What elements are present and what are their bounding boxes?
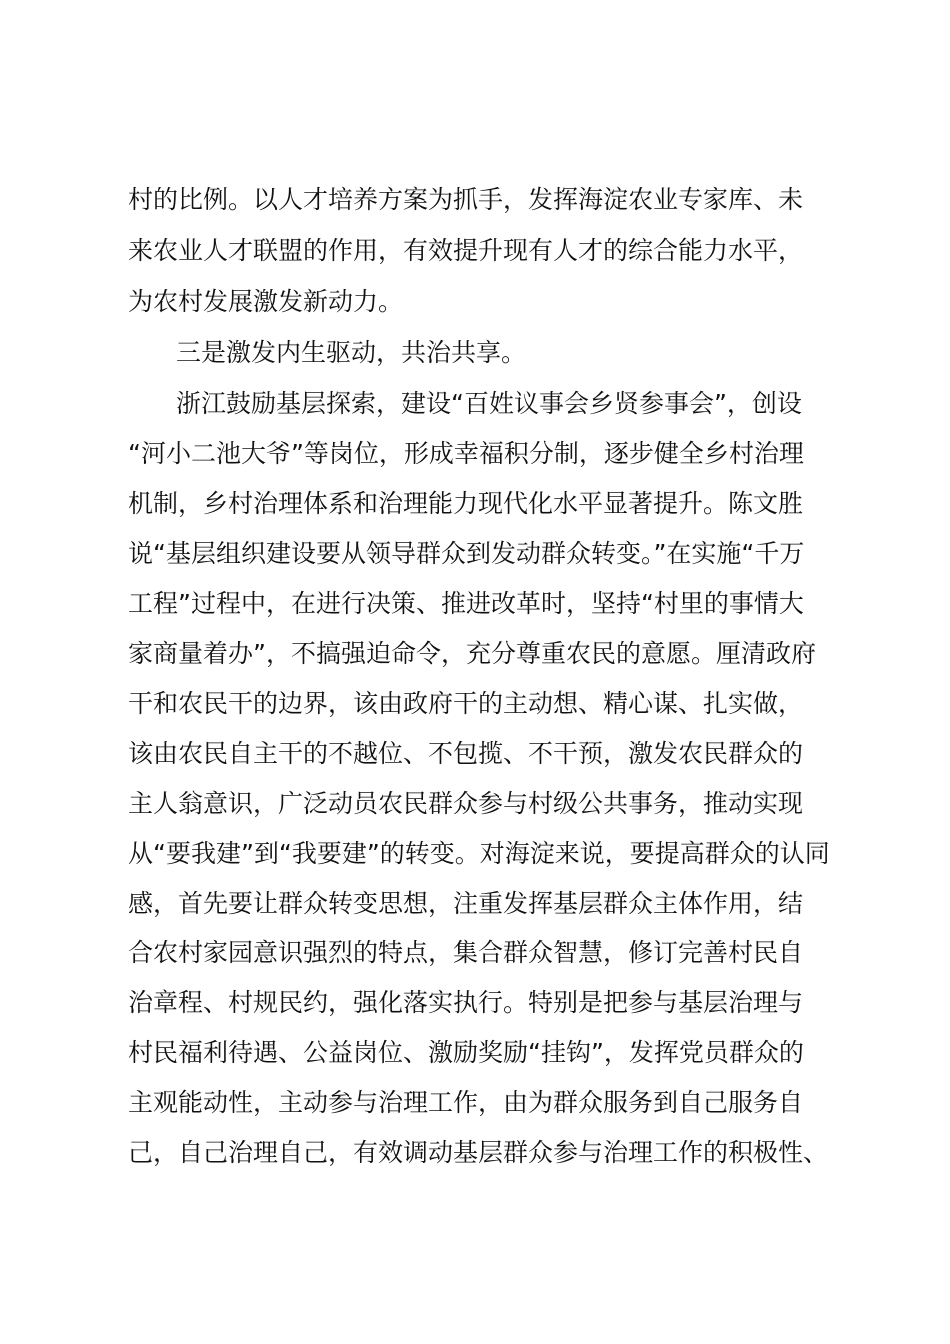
body-text-line: 机制，乡村治理体系和治理能力现代化水平显著提升。陈文胜	[128, 489, 804, 518]
body-text-line: 村的比例。以人才培养方案为抓手，发挥海淀农业专家库、未	[128, 185, 804, 214]
body-text-line: 合农村家园意识强烈的特点，集合群众智慧，修订完善村民自	[128, 938, 804, 967]
body-text-line: “河小二池大爷”等岗位，形成幸福积分制，逐步健全乡村治理	[128, 439, 804, 468]
body-text-line: 主人翁意识，广泛动员农民群众参与村级公共事务，推动实现	[128, 789, 804, 818]
body-text-line: 从“要我建”到“我要建”的转变。对海淀来说，要提高群众的认同	[128, 839, 830, 868]
body-text-line: 村民福利待遇、公益岗位、激励奖励“挂钩”，发挥党员群众的	[128, 1038, 804, 1067]
body-text-line: 浙江鼓励基层探索，建设“百姓议事会乡贤参事会”，创设	[176, 389, 802, 418]
body-text-line: 主观能动性，主动参与治理工作，由为群众服务到自己服务自	[128, 1088, 804, 1117]
body-text-line: 该由农民自主干的不越位、不包揽、不干预，激发农民群众的	[128, 739, 804, 768]
body-text-line: 说“基层组织建设要从领导群众到发动群众转变。”在实施“千万	[128, 539, 805, 568]
section-heading: 三是激发内生驱动，共治共享。	[176, 338, 527, 367]
body-text-line: 家商量着办”，不搞强迫命令，充分尊重农民的意愿。厘清政府	[128, 639, 816, 668]
body-text-line: 工程”过程中，在进行决策、推进改革时，坚持“村里的事情大	[128, 589, 804, 618]
body-text-line: 为农村发展激发新动力。	[128, 287, 404, 316]
body-text-line: 治章程、村规民约，强化落实执行。特别是把参与基层治理与	[128, 988, 804, 1017]
body-text-line: 干和农民干的边界，该由政府干的主动想、精心谋、扎实做，	[128, 689, 804, 718]
body-text-line: 感，首先要让群众转变思想，注重发挥基层群众主体作用，结	[128, 889, 804, 918]
body-text-line: 己，自己治理自己，有效调动基层群众参与治理工作的积极性、	[128, 1138, 829, 1167]
body-text-line: 来农业人才联盟的作用，有效提升现有人才的综合能力水平，	[128, 236, 804, 265]
